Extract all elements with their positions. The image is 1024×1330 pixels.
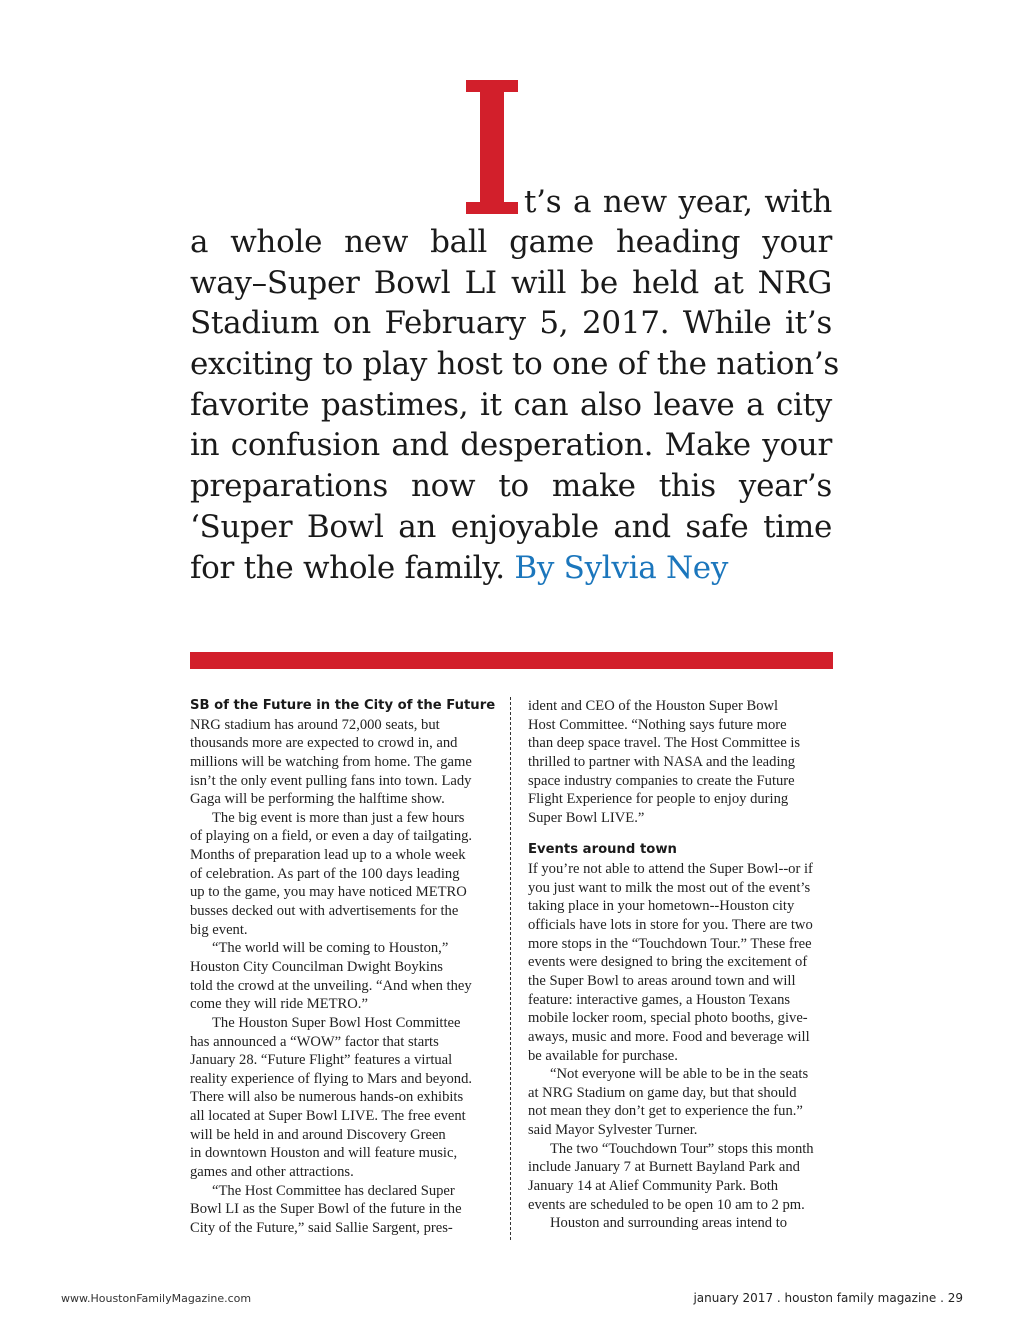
body-line: NRG stadium has around 72,000 seats, but: [190, 716, 440, 733]
body-line: Houston and surrounding areas intend to: [550, 1215, 788, 1232]
body-line: events are scheduled to be open 10 am to 2 pm.: [528, 1196, 805, 1213]
body-line: has announced a “WOW” factor that starts: [190, 1033, 439, 1050]
body-line: isn’t the only event pulling fans into town. Lady: [190, 772, 472, 789]
body-line: The two “Touchdown Tour” stops this month: [550, 1140, 814, 1157]
intro-last-text: for the whole family.: [190, 549, 505, 586]
intro-line: favorite pastimes, it can also leave a city: [190, 386, 832, 423]
intro-line: a whole new ball game heading your: [190, 224, 832, 260]
body-line: There will also be numerous hands-on exhibits: [190, 1089, 464, 1106]
body-line: aways, music and more. Food and beverage will: [528, 1028, 810, 1045]
section-heading: Events around town: [528, 842, 677, 858]
body-line: City of the Future,” said Sallie Sargent, pres-: [190, 1219, 453, 1236]
body-line: more stops in the “Touchdown Tour.” These free: [528, 935, 812, 952]
body-line: busses decked out with advertisements for the: [190, 903, 459, 920]
body-line: will be held in and around Discovery Green: [190, 1126, 446, 1143]
body-line: “Not everyone will be able to be in the seats: [550, 1066, 809, 1083]
body-line: thrilled to partner with NASA and the leading: [528, 753, 796, 770]
drop-cap-i: [466, 80, 518, 214]
intro-line: in confusion and desperation. Make your: [190, 427, 832, 464]
body-line: not mean they don’t get to experience the fun.”: [528, 1103, 803, 1120]
intro-line: way–Super Bowl LI will be held at NRG: [190, 264, 832, 301]
body-line: the Super Bowl to areas around town and will: [528, 972, 796, 989]
body-line: be available for purchase.: [528, 1047, 678, 1064]
body-line: mobile locker room, special photo booths, give-: [528, 1010, 808, 1027]
body-line: at NRG Stadium on game day, but that should: [528, 1084, 797, 1101]
intro-first-line: t’s a new year, with: [524, 184, 832, 220]
body-line: thousands more are expected to crowd in, and: [190, 735, 458, 752]
body-line: millions will be watching from home. The game: [190, 753, 472, 770]
body-line: Flight Experience for people to enjoy during: [528, 791, 789, 808]
body-line: “The Host Committee has declared Super: [212, 1182, 455, 1199]
body-line: reality experience of flying to Mars and beyond.: [190, 1070, 473, 1087]
body-line: games and other attractions.: [190, 1164, 354, 1181]
body-line: Gaga will be performing the halftime show.: [190, 791, 445, 808]
body-line: ident and CEO of the Houston Super Bowl: [528, 698, 779, 714]
footer-issue-page: january 2017 . houston family magazine . 29: [693, 1291, 963, 1305]
body-line: feature: interactive games, a Houston Texans: [528, 991, 791, 1008]
body-line: come they will ride METRO.”: [190, 996, 368, 1013]
intro-line: ‘Super Bowl an enjoyable and safe time: [190, 508, 832, 545]
body-line: include January 7 at Burnett Bayland Park and: [528, 1159, 800, 1176]
body-line: Houston City Councilman Dwight Boykins: [190, 958, 443, 975]
red-divider-bar: [190, 652, 833, 669]
body-line: “The world will be coming to Houston,”: [212, 940, 449, 957]
intro-line: preparations now to make this year’s: [190, 468, 832, 505]
right-column: [528, 697, 828, 1233]
body-line: told the crowd at the unveiling. “And when they: [190, 977, 472, 994]
column-divider: [510, 697, 511, 1240]
body-line: up to the game, you may have noticed METRO: [190, 884, 467, 901]
body-line: January 28. “Future Flight” features a virtual: [190, 1052, 453, 1069]
body-line: officials have lots in store for you. There are two: [528, 917, 813, 934]
body-line: than deep space travel. The Host Committee is: [528, 735, 801, 752]
body-line: Host Committee. “Nothing says future more: [528, 716, 787, 733]
body-line: Months of preparation lead up to a whole week: [190, 847, 466, 864]
body-line: Bowl LI as the Super Bowl of the future in the: [190, 1201, 462, 1218]
byline[interactable]: By Sylvia Ney: [514, 549, 729, 586]
body-line: The Houston Super Bowl Host Committee: [212, 1014, 461, 1031]
body-line: space industry companies to create the Future: [528, 772, 795, 789]
body-line: big event.: [190, 921, 248, 938]
body-line: events were designed to bring the excitement of: [528, 954, 808, 971]
footer-website[interactable]: www.HoustonFamilyMagazine.com: [61, 1292, 252, 1305]
body-line: The big event is more than just a few hours: [212, 809, 465, 826]
left-column: [190, 697, 496, 1238]
body-line: taking place in your hometown--Houston city: [528, 898, 795, 915]
intro-deck: [190, 222, 840, 588]
body-line: January 14 at Alief Community Park. Both: [528, 1178, 779, 1195]
body-line: of playing on a field, or even a day of tailgating.: [190, 828, 473, 845]
intro-line: exciting to play host to one of the nation’s: [190, 346, 840, 383]
body-line: of celebration. As part of the 100 days leading: [190, 865, 460, 882]
body-line: said Mayor Sylvester Turner.: [528, 1122, 698, 1139]
intro-last-line: [190, 548, 832, 589]
body-line: all located at Super Bowl LIVE. The free event: [190, 1108, 466, 1125]
section-heading: SB of the Future in the City of the Future: [190, 698, 496, 713]
body-line: If you’re not able to attend the Super Bowl--or if: [528, 861, 813, 878]
body-line: you just want to milk the most out of the event’s: [528, 879, 811, 896]
intro-line: Stadium on February 5, 2017. While it’s: [190, 305, 832, 342]
body-line: Super Bowl LIVE.”: [528, 809, 645, 826]
body-line: in downtown Houston and will feature music,: [190, 1145, 458, 1162]
